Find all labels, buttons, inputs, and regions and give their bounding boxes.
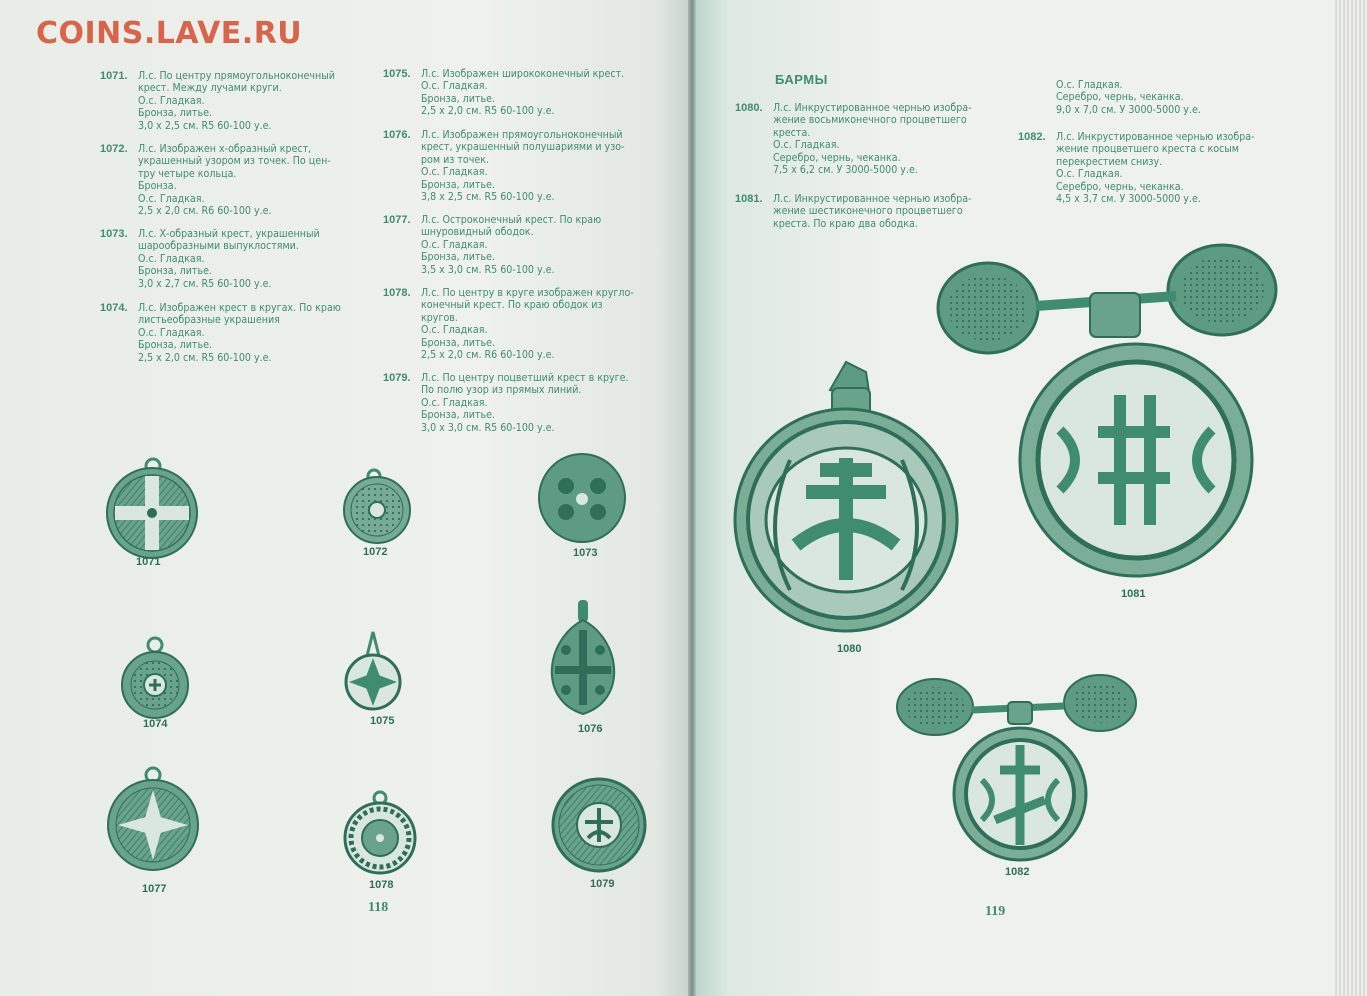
entry-line: ром из точек. [421, 153, 490, 166]
catalog-entry-1082 [1018, 131, 1255, 205]
entry-number: 1072. [100, 143, 128, 155]
entry-line: тру четыре кольца. [138, 167, 237, 180]
entry-line: Л.с. Инкрустированное чернью изобра- [773, 102, 972, 114]
entry-line: конечный крест. По краю ободок из [421, 299, 603, 312]
figure-caption-1077: 1077 [142, 883, 167, 895]
entry-line: О.с. Гладкая. [421, 80, 488, 93]
figure-caption-1079: 1079 [590, 878, 615, 890]
pendant-1071-image [107, 459, 197, 558]
barma-1081-image [938, 245, 1276, 576]
entry-line: 3,0 х 3,0 см. R5 60-100 у.е. [421, 421, 555, 434]
figure-caption-1081: 1081 [1121, 588, 1146, 600]
entry-line: Бронза, литье. [421, 336, 495, 349]
catalog-entry-1081-continued [1018, 79, 1201, 116]
entry-line: Л.с. Изображен х-образный крест, [138, 143, 312, 155]
entry-line: О.с. Гладкая. [138, 326, 205, 339]
entry-line: Бронза, литье. [421, 92, 495, 105]
pendant-1078-image [345, 792, 415, 873]
entry-line: 3,8 х 2,5 см. R5 60-100 у.е. [421, 191, 555, 204]
figure-caption-1075: 1075 [370, 715, 395, 727]
page-number-right: 119 [985, 904, 1006, 919]
entry-line: креста. [773, 126, 811, 139]
entry-line: Л.с. По центру в круге изображен кругло- [421, 287, 634, 299]
entry-line: перекрестием снизу. [1056, 155, 1163, 168]
entry-line: Бронза. [138, 180, 177, 193]
entry-line: Бронза, литье. [421, 409, 495, 422]
entry-line: Л.с. Изображен крест в кругах. По краю [138, 302, 341, 314]
pendant-1076-image [552, 600, 614, 714]
entry-number: 1071. [100, 70, 128, 82]
entry-line: 3,0 х 2,7 см. R5 60-100 у.е. [138, 277, 272, 290]
entry-line: О.с. Гладкая. [421, 238, 488, 251]
catalog-entry-1075 [383, 68, 624, 118]
site-watermark: COINS.LAVE.RU [36, 16, 303, 51]
entry-line: 2,5 х 2,0 см. R5 60-100 у.е. [138, 351, 272, 364]
entry-line: крест, украшенный полушариями и узо- [421, 141, 625, 154]
catalog-entry-1078 [383, 287, 634, 361]
pendant-1077-image [108, 768, 198, 870]
entry-number: 1080. [735, 102, 763, 114]
entry-line: Л.с. По центру прямоугольноконечный [138, 70, 335, 82]
entry-line: О.с. Гладкая. [421, 324, 488, 337]
figure-caption-1072: 1072 [363, 546, 388, 558]
entry-number: 1079. [383, 372, 411, 384]
figure-caption-1080: 1080 [837, 643, 862, 655]
catalog-entry-1071 [100, 70, 335, 132]
entry-line: украшенный узором из точек. По цен- [138, 155, 331, 168]
entry-line: Л.с. По центру поцветший крест в круге. [421, 372, 629, 384]
pendant-1074-image [122, 638, 188, 718]
entry-line: 2,5 х 2,0 см. R6 60-100 у.е. [421, 349, 555, 362]
entry-line: Серебро, чернь, чеканка. [1056, 180, 1184, 193]
entry-line: О.с. Гладкая. [1056, 79, 1123, 91]
entry-line: Л.с. Остроконечный крест. По краю [421, 214, 602, 226]
entry-line: Бронза, литье. [421, 251, 495, 264]
entry-line: Л.с. Инкрустированное чернью изобра- [773, 193, 972, 205]
barma-1082-image [897, 675, 1136, 860]
entry-line: 2,5 х 2,0 см. R5 60-100 у.е. [421, 105, 555, 118]
catalog-entry-1072 [100, 143, 331, 217]
catalog-entry-1077 [383, 214, 601, 276]
page-number-left: 118 [368, 900, 389, 915]
figure-caption-1071: 1071 [136, 556, 161, 568]
catalog-entry-1076 [383, 129, 625, 203]
figure-caption-1082: 1082 [1005, 866, 1030, 878]
figure-caption-1078: 1078 [369, 879, 394, 891]
entry-line: жение восьмиконечного процветшего [773, 114, 967, 127]
barma-1080-image [735, 362, 957, 631]
pendant-1079-image [553, 779, 645, 871]
entry-number: 1081. [735, 193, 763, 205]
entry-line: Л.с. Изображен ширококонечный крест. [421, 68, 625, 80]
catalog-entry-1079 [383, 372, 629, 434]
entry-line: 2,5 х 2,0 см. R6 60-100 у.е. [138, 205, 272, 218]
entry-line: 9,0 х 7,0 см. У 3000-5000 у.е. [1056, 103, 1201, 116]
entry-line: Л.с. Изображен прямоугольноконечный [421, 129, 623, 141]
figure-caption-1073: 1073 [573, 547, 598, 559]
catalog-entry-1080 [735, 102, 972, 176]
catalog-entry-1073 [100, 228, 320, 290]
entry-number: 1075. [383, 68, 411, 80]
entry-line: кругов. [421, 311, 458, 324]
pendant-1073-image [539, 454, 625, 542]
section-heading: БАРМЫ [775, 72, 828, 87]
catalog-entry-1074 [100, 302, 341, 364]
entry-number: 1076. [383, 129, 411, 141]
entry-line: О.с. Гладкая. [421, 396, 488, 409]
entry-line: 7,5 х 6,2 см. У 3000-5000 у.е. [773, 164, 918, 177]
entry-line: О.с. Гладкая. [138, 192, 205, 205]
entry-line: шарообразными выпуклостями. [138, 240, 299, 253]
entry-line: 3,5 х 3,0 см. R5 60-100 у.е. [421, 263, 555, 276]
entry-line: Бронза, литье. [421, 178, 495, 191]
entry-line: Л.с. Х-образный крест, украшенный [138, 228, 320, 240]
entry-number: 1077. [383, 214, 411, 226]
figure-caption-1076: 1076 [578, 723, 603, 735]
entry-line: Бронза, литье. [138, 339, 212, 352]
entry-number: 1073. [100, 228, 128, 240]
catalog-entry-1081 [735, 193, 972, 230]
entry-line: креста. По краю два ободка. [773, 217, 918, 230]
entry-line: О.с. Гладкая. [1056, 168, 1123, 181]
entry-line: жение шестиконечного процветшего [773, 205, 963, 218]
entry-line: Бронза, литье. [138, 265, 212, 278]
pendant-1072-image [344, 470, 410, 543]
entry-line: Серебро, чернь, чеканка. [1056, 91, 1184, 104]
pendant-1075-image [346, 632, 400, 709]
entry-line: О.с. Гладкая. [773, 139, 840, 152]
entry-line: 4,5 х 3,7 см. У 3000-5000 у.е. [1056, 193, 1201, 206]
entry-line: Серебро, чернь, чеканка. [773, 151, 901, 164]
entry-line: жение процветшего креста с косым [1056, 143, 1239, 156]
figure-caption-1074: 1074 [143, 718, 168, 730]
entry-number: 1082. [1018, 131, 1046, 143]
entry-number: 1078. [383, 287, 411, 299]
entry-line: По полю узор из прямых линий. [421, 384, 582, 397]
entry-line: О.с. Гладкая. [138, 252, 205, 265]
entry-line: Бронза, литье. [138, 107, 212, 120]
entry-line: крест. Между лучами круги. [138, 82, 282, 95]
entry-number: 1074. [100, 302, 128, 314]
entry-line: листьеобразные украшения [138, 314, 280, 327]
entry-line: О.с. Гладкая. [421, 166, 488, 179]
entry-line: 3,0 х 2,5 см. R5 60-100 у.е. [138, 119, 272, 132]
entry-line: шнуровидный ободок. [421, 226, 534, 239]
entry-line: Л.с. Инкрустированное чернью изобра- [1056, 131, 1255, 143]
entry-line: О.с. Гладкая. [138, 94, 205, 107]
